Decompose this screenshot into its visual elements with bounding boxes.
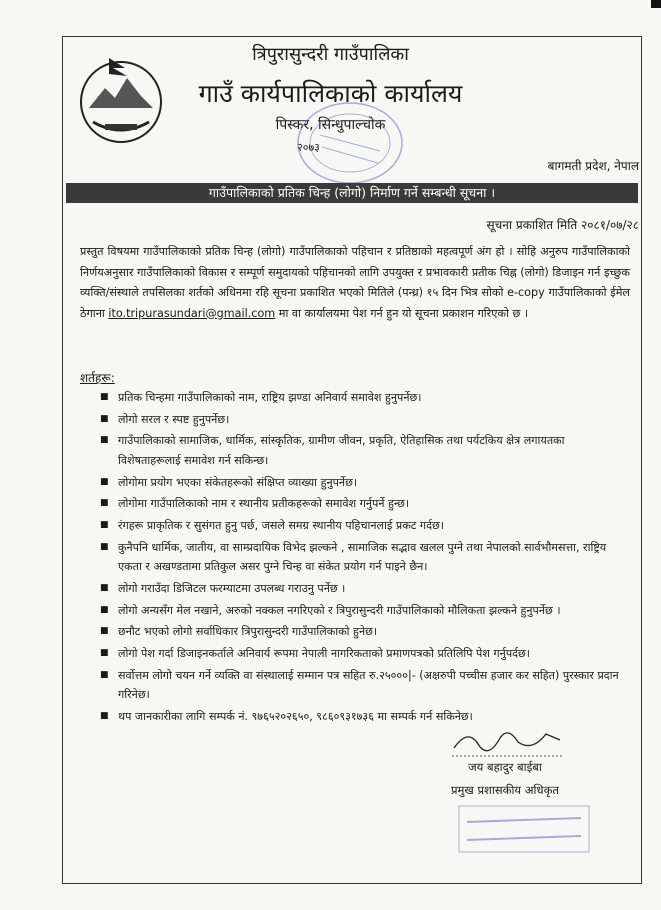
list-item: ■ प्रतिक चिन्हमा गाउँपालिकाको नाम, राष्ट्रिय झण्डा अनिवार्य समावेश हुनुपर्नेछ। <box>100 388 630 408</box>
terms-heading: शर्तहरू: <box>80 371 115 385</box>
list-item: ■ कुनैपनि धार्मिक, जातीय, वा साम्प्रदायिक विभेद झल्कने , सामाजिक सद्भाव खलल पुग्ने तथा नेपालको सार्वभौमसत्ता, राष्ट्रिय एकता र अखण्डतामा प्रतिकुल असर पुग्ने चिन्ह वा संकेत प्रयोग गर्न पाइने छैन। <box>100 538 630 577</box>
publish-date: सूचना प्रकाशित मिति २०८१/०७/२८ <box>486 218 639 232</box>
signer-name: जय बहादुर बाईबा <box>468 760 542 774</box>
list-item: ■ लोगोमा प्रयोग भएका संकेतहरूको संक्षिप्त व्याख्या हुनुपर्नेछ। <box>100 473 630 493</box>
bullet-icon: ■ <box>100 519 109 530</box>
email-link[interactable]: ito.tripurasundari@gmail.com <box>108 306 276 320</box>
office-seal-stamp <box>290 95 410 190</box>
list-item: ■ लोगो पेश गर्दा डिजाइनकर्ताले अनिवार्य रूपमा नेपाली नागरिकताको प्रमाणपत्रको प्रतिलिपि पेश गर्नुपर्दछ। <box>100 644 630 664</box>
terms-list <box>100 388 630 728</box>
notice-body <box>80 242 630 324</box>
body-text: प्रस्तुत विषयमा गाउँपालिकाको प्रतिक चिन्ह (लोगो) गाउँपालिकाको पहिचान र प्रतिष्ठाको महत्वपूर्ण अंग हो । सोहि अनुरुप गाउँपालिकाको निर्णयअनुसार गाउँपालिकाको विकास र सम्पूर्ण समुदायको पहिचानको लागि उपयुक्त र प्रभावकारी प्रतीक चिह्न (लोगो) डिजाइन गर्न इच्छुक व्यक्ति/संस्थाले तपसिलका शर्तको अधिनमा रहि सूचना प्रकाशित भएको मितिले (पन्ध्र) १५ दिन भित्र सोको e-copy गाउँपालिकाको ईमेल ठेगाना <box>80 245 630 320</box>
province-name: बागमती प्रदेश, नेपाल <box>547 159 639 173</box>
notice-title: गाउँपालिकाको प्रतिक चिन्ह (लोगो) निर्माण गर्ने सम्बन्धी सूचना । <box>66 183 638 203</box>
bullet-icon: ■ <box>100 582 109 593</box>
bullet-icon: ■ <box>100 626 109 637</box>
bullet-icon: ■ <box>100 476 109 487</box>
list-item: ■ सर्वोत्तम लोगो चयन गर्ने व्यक्ति वा संस्थालाई सम्मान पत्र सहित रु.२५०००|- (अक्षरुपी पच्चीस हजार कर सहित) पुरस्कार प्रदान गरिनेछ। <box>100 666 630 705</box>
bullet-icon: ■ <box>100 435 109 446</box>
official-name-stamp <box>455 800 595 860</box>
bullet-icon: ■ <box>100 498 109 509</box>
body-text-end: मा वा कार्यालयमा पेश गर्न हुन यो सूचना प्रकाशन गरिएको छ । <box>278 306 529 320</box>
signer-designation: प्रमुख प्रशासकीय अधिकृत <box>451 783 559 797</box>
bullet-icon: ■ <box>100 392 109 402</box>
bullet-icon: ■ <box>100 604 109 615</box>
list-item: ■ थप जानकारीका लागि सम्पर्क नं. ९७६५२०२६५०, ९८६०९३१७३६ मा सम्पर्क गर्न सकिनेछ। <box>100 707 630 727</box>
bullet-icon: ■ <box>100 710 109 721</box>
bullet-icon: ■ <box>100 647 109 658</box>
list-item: ■ लोगो सरल र स्पष्ट हुनुपर्नेछ। <box>100 410 630 430</box>
established-year: २०७३ <box>297 141 320 154</box>
municipality-name: त्रिपुरासुन्दरी गाउँपालिका <box>252 44 409 65</box>
office-address: पिस्कर, सिन्धुपाल्चोक <box>275 117 386 133</box>
list-item: ■ लोगोमा गाउँपालिकाको नाम र स्थानीय प्रतीकहरूको समावेश गर्नुपर्ने हुन्छ। <box>100 494 630 514</box>
bullet-icon: ■ <box>100 413 109 424</box>
office-name: गाउँ कार्यपालिकाको कार्यालय <box>198 79 463 108</box>
bullet-icon: ■ <box>100 541 109 552</box>
list-item: ■ लोगो अन्यसँग मेल नखाने, अरुको नक्कल नगरिएको र त्रिपुरासुन्दरी गाउँपालिकाको मौलिकता झल्कने हुनुपर्नेछ । <box>100 601 630 621</box>
list-item: ■ गाउँपालिकाको सामाजिक, धार्मिक, सांस्कृतिक, ग्रामीण जीवन, प्रकृति, ऐतिहासिक तथा पर्यटकिय क्षेत्र लगायतका विशेषताहरूलाई समावेश गर्न सकिन्छ। <box>100 431 630 470</box>
list-item: ■ रंगहरू प्राकृतिक र सुसंगत हुनु पर्छ, जसले समग्र स्थानीय पहिचानलाई प्रकट गर्दछ। <box>100 516 630 536</box>
bullet-icon: ■ <box>100 669 109 680</box>
list-item: ■ लोगो गराउँदा डिजिटल फरम्याटमा उपलब्ध गराउनु पर्नेछ । <box>100 579 630 599</box>
list-item: ■ छनौट भएको लोगो सर्वाधिकार त्रिपुरासुन्दरी गाउँपालिकाको हुनेछ। <box>100 622 630 642</box>
scan-corner-mark <box>651 0 661 8</box>
handwritten-signature <box>448 718 568 763</box>
